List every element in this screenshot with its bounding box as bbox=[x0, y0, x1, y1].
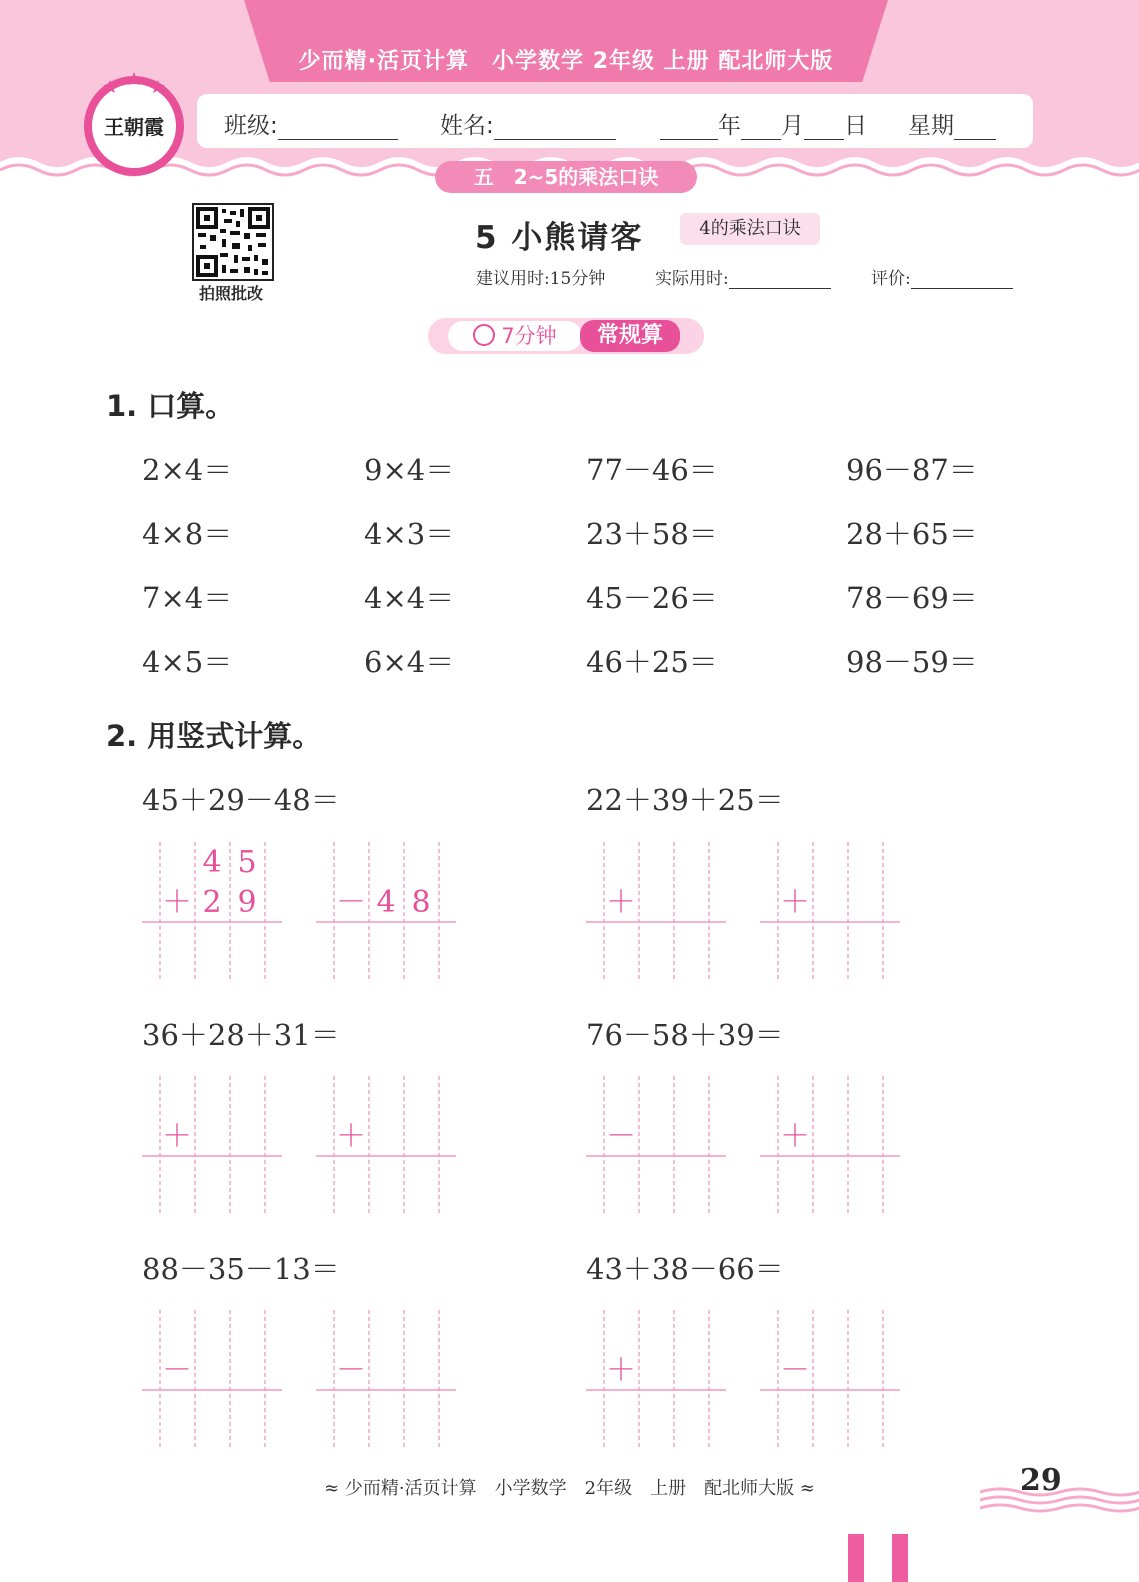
calc-digit: 5 bbox=[237, 845, 257, 880]
class-label: 班级: bbox=[224, 113, 278, 139]
q1-item: 98－59＝ bbox=[846, 645, 978, 679]
calc-operator: ＋ bbox=[162, 1119, 192, 1154]
q1-item: 4×8＝ bbox=[142, 517, 233, 551]
q1-item: 77－46＝ bbox=[586, 453, 718, 487]
class-field[interactable] bbox=[224, 107, 398, 140]
brand-logo bbox=[80, 70, 188, 178]
qr-label: 拍照批改 bbox=[198, 284, 263, 303]
q1-item: 45－26＝ bbox=[586, 581, 718, 615]
q2-expression: 36＋28＋31＝ bbox=[142, 1018, 340, 1052]
calc-grid[interactable] bbox=[760, 1076, 900, 1216]
evaluation-field[interactable] bbox=[871, 264, 1013, 289]
q1-item: 7×4＝ bbox=[142, 581, 233, 615]
calc-digit: 2 bbox=[202, 885, 222, 920]
calc-operator: ＋ bbox=[780, 1119, 810, 1154]
actual-time-label: 实际用时: bbox=[655, 269, 729, 289]
name-label: 姓名: bbox=[440, 113, 494, 139]
calc-operator: ＋ bbox=[606, 885, 636, 920]
time-badge-text: 7分钟 bbox=[501, 324, 557, 348]
edge-tab bbox=[848, 1534, 864, 1582]
q1-item: 23＋58＝ bbox=[586, 517, 718, 551]
calc-grid[interactable] bbox=[316, 1310, 456, 1450]
q1-item: 4×3＝ bbox=[364, 517, 455, 551]
q1-title: 1. 口算。 bbox=[106, 389, 235, 423]
q1-item: 46＋25＝ bbox=[586, 645, 718, 679]
suggested-time: 建议用时:15分钟 bbox=[476, 269, 606, 289]
q1-item: 2×4＝ bbox=[142, 453, 233, 487]
calc-grid[interactable] bbox=[316, 842, 456, 982]
calc-grid[interactable] bbox=[760, 842, 900, 982]
day-label: 日 bbox=[844, 113, 867, 139]
calc-digit: 4 bbox=[202, 845, 222, 880]
weekday-field[interactable] bbox=[908, 107, 996, 140]
calc-operator: ＋ bbox=[606, 1353, 636, 1388]
q1-item: 28＋65＝ bbox=[846, 517, 978, 551]
page-number: 29 bbox=[1020, 1463, 1062, 1498]
logo-text: 王朝霞 bbox=[104, 115, 164, 139]
q1-item: 4×4＝ bbox=[364, 581, 455, 615]
evaluation-label: 评价: bbox=[871, 269, 911, 289]
q1-item: 78－69＝ bbox=[846, 581, 978, 615]
actual-time-field[interactable] bbox=[655, 264, 831, 289]
clock-icon bbox=[473, 324, 495, 346]
qr-code-icon[interactable] bbox=[192, 203, 274, 281]
lesson-tag: 4的乘法口诀 bbox=[680, 213, 820, 245]
footer-text: ≈ 少而精·活页计算 小学数学 2年级 上册 配北师大版 ≈ bbox=[324, 1478, 815, 1499]
calc-grid[interactable] bbox=[142, 1076, 282, 1216]
name-field[interactable] bbox=[440, 107, 616, 140]
calc-operator: ＋ bbox=[162, 885, 192, 920]
calc-grid[interactable] bbox=[586, 1310, 726, 1450]
month-label: 月 bbox=[781, 113, 804, 139]
header-banner: 少而精·活页计算 小学数学 2年级 上册 配北师大版 bbox=[298, 49, 834, 74]
calc-operator: － bbox=[336, 885, 366, 920]
year-label: 年 bbox=[718, 113, 741, 139]
calc-grid[interactable] bbox=[142, 1310, 282, 1450]
q2-expression: 88－35－13＝ bbox=[142, 1252, 340, 1286]
q2-expression: 22＋39＋25＝ bbox=[586, 783, 784, 817]
calc-grid[interactable] bbox=[760, 1310, 900, 1450]
q2-expression: 45＋29－48＝ bbox=[142, 783, 340, 817]
chapter-title: 五 2~5的乘法口诀 bbox=[435, 161, 697, 193]
q2-expression: 76－58＋39＝ bbox=[586, 1018, 784, 1052]
edge-tab bbox=[892, 1534, 908, 1582]
q1-item: 4×5＝ bbox=[142, 645, 233, 679]
calc-digit: 8 bbox=[411, 885, 431, 920]
calc-grid[interactable] bbox=[586, 1076, 726, 1216]
q1-item: 6×4＝ bbox=[364, 645, 455, 679]
weekday-label: 星期 bbox=[908, 113, 954, 139]
q1-item: 9×4＝ bbox=[364, 453, 455, 487]
calc-grid[interactable] bbox=[316, 1076, 456, 1216]
calc-operator: － bbox=[606, 1119, 636, 1154]
calc-grid[interactable] bbox=[142, 842, 282, 982]
mode-tag: 常规算 bbox=[580, 320, 680, 352]
calc-operator: ＋ bbox=[336, 1119, 366, 1154]
calc-operator: － bbox=[336, 1353, 366, 1388]
calc-operator: ＋ bbox=[780, 885, 810, 920]
calc-digit: 9 bbox=[237, 885, 257, 920]
calc-operator: － bbox=[162, 1353, 192, 1388]
q2-expression: 43＋38－66＝ bbox=[586, 1252, 784, 1286]
lesson-title: 5 小熊请客 bbox=[475, 220, 644, 256]
calc-grid[interactable] bbox=[586, 842, 726, 982]
time-badge bbox=[448, 321, 582, 351]
calc-digit: 4 bbox=[376, 885, 396, 920]
q2-title: 2. 用竖式计算。 bbox=[106, 719, 322, 753]
date-field[interactable] bbox=[660, 107, 867, 140]
calc-operator: － bbox=[780, 1353, 810, 1388]
q1-item: 96－87＝ bbox=[846, 453, 978, 487]
